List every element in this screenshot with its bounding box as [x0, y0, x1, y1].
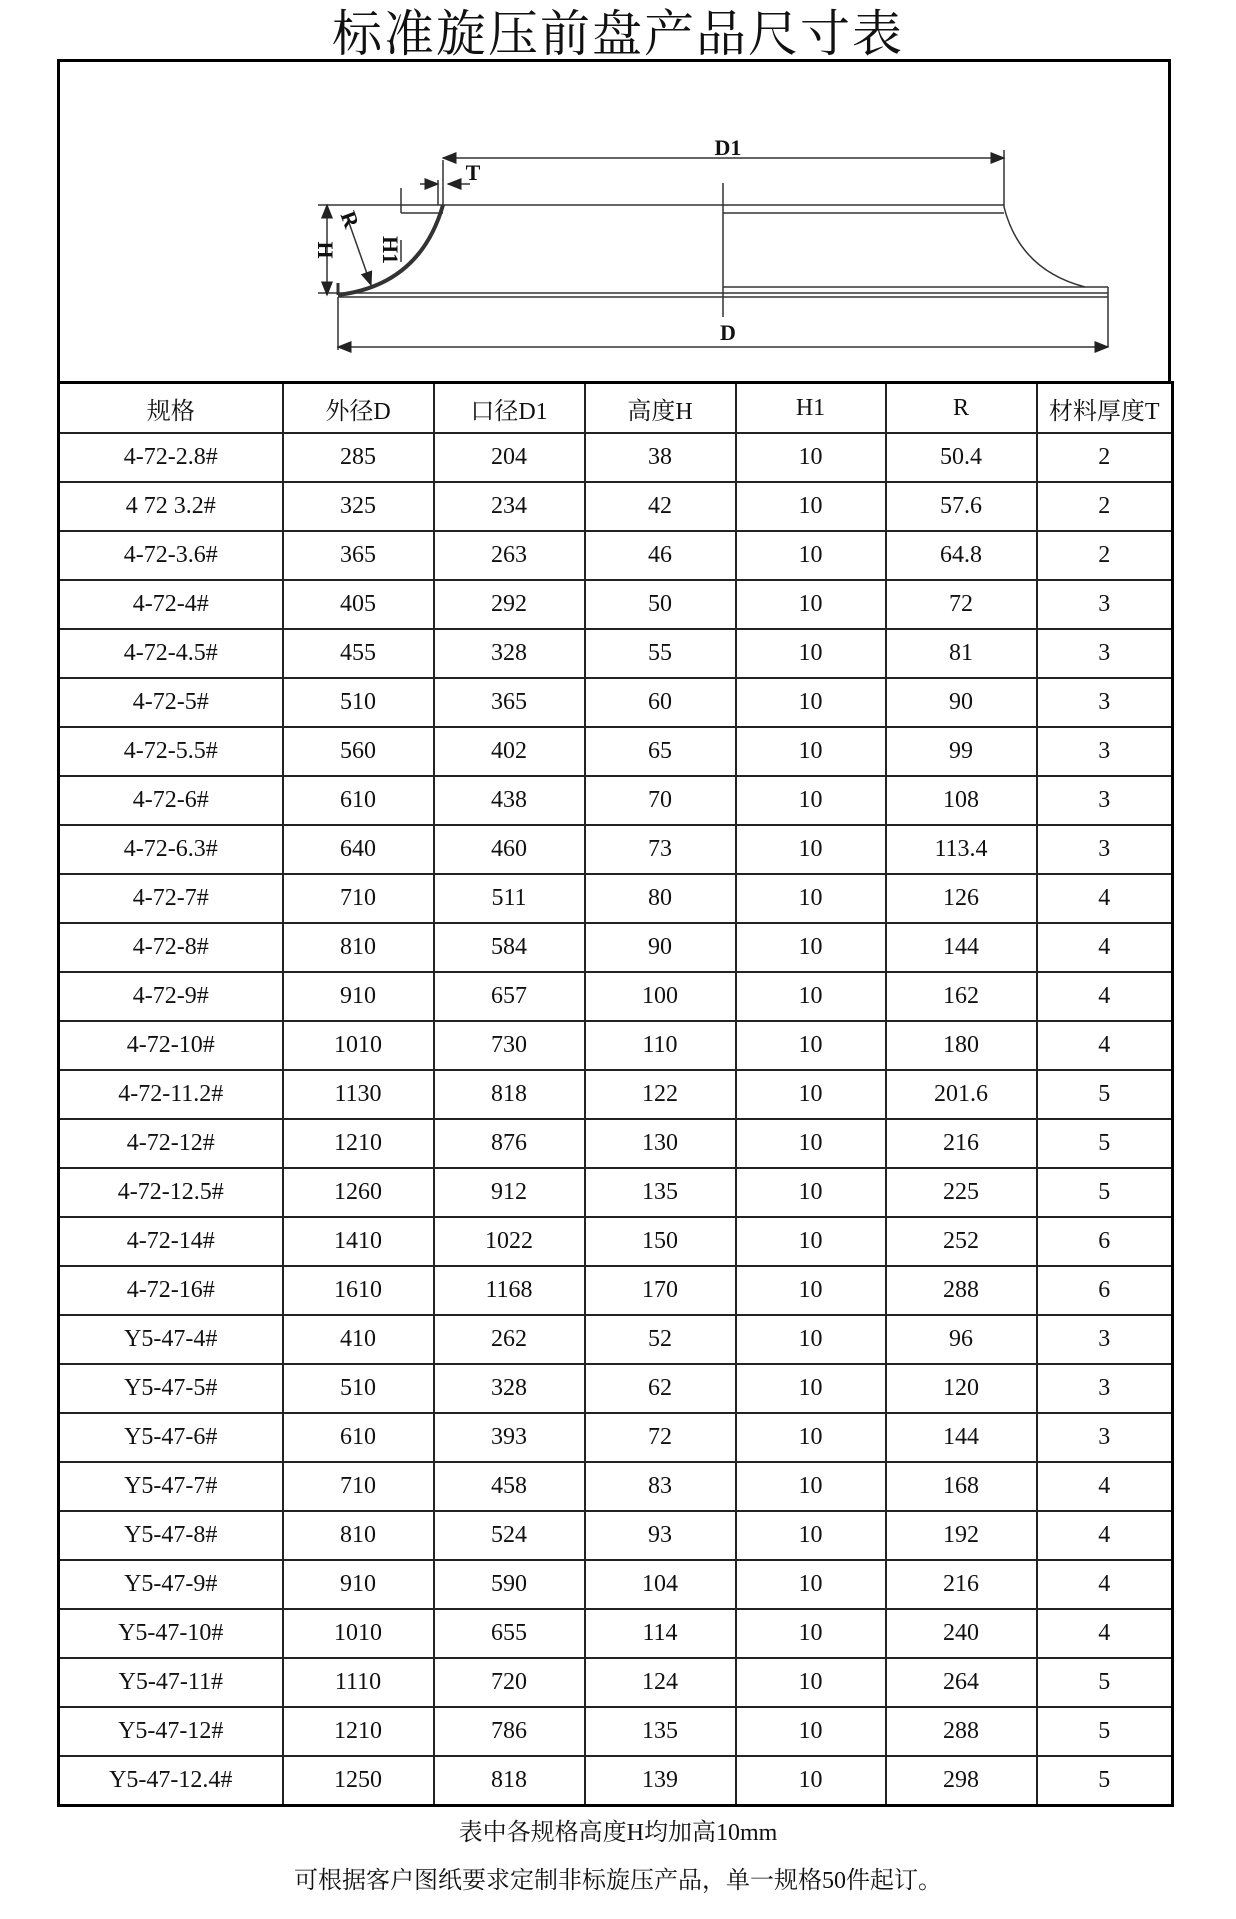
table-cell: 4-72-6.3#	[59, 825, 283, 874]
table-cell: 1010	[283, 1021, 434, 1070]
table-cell: 168	[886, 1462, 1037, 1511]
table-cell: 657	[434, 972, 585, 1021]
table-cell: 4-72-5#	[59, 678, 283, 727]
table-cell: 4-72-9#	[59, 972, 283, 1021]
table-cell: 135	[585, 1168, 736, 1217]
table-cell: 1022	[434, 1217, 585, 1266]
table-cell: 876	[434, 1119, 585, 1168]
table-cell: 110	[585, 1021, 736, 1070]
table-cell: 62	[585, 1364, 736, 1413]
table-cell: 1250	[283, 1756, 434, 1806]
table-cell: Y5-47-9#	[59, 1560, 283, 1609]
table-cell: 10	[736, 482, 886, 531]
table-cell: 4	[1037, 1462, 1173, 1511]
table-row	[59, 580, 1173, 629]
table-cell: 10	[736, 923, 886, 972]
table-cell: 328	[434, 1364, 585, 1413]
table-cell: 4-72-7#	[59, 874, 283, 923]
table-cell: 10	[736, 1217, 886, 1266]
table-cell: Y5-47-7#	[59, 1462, 283, 1511]
note-custom-order: 可根据客户图纸要求定制非标旋压产品，单一规格50件起订。	[294, 1868, 942, 1894]
table-cell: 72	[585, 1413, 736, 1462]
table-cell: 610	[283, 776, 434, 825]
table-cell: 325	[283, 482, 434, 531]
table-row	[59, 1021, 1173, 1070]
label-r: R	[335, 207, 365, 232]
table-cell: 263	[434, 531, 585, 580]
column-header: 材料厚度T	[1037, 383, 1173, 434]
table-cell: 4-72-4.5#	[59, 629, 283, 678]
table-cell: 10	[736, 1168, 886, 1217]
table-cell: 234	[434, 482, 585, 531]
table-cell: 80	[585, 874, 736, 923]
table-cell: 298	[886, 1756, 1037, 1806]
table-cell: 3	[1037, 1315, 1173, 1364]
table-cell: 640	[283, 825, 434, 874]
table-cell: 124	[585, 1658, 736, 1707]
table-row	[59, 1511, 1173, 1560]
table-cell: 10	[736, 1021, 886, 1070]
column-header: 口径D1	[434, 383, 585, 434]
table-cell: 113.4	[886, 825, 1037, 874]
table-row	[59, 629, 1173, 678]
table-cell: 1010	[283, 1609, 434, 1658]
table-cell: 5	[1037, 1070, 1173, 1119]
table-cell: 73	[585, 825, 736, 874]
table-cell: 10	[736, 1364, 886, 1413]
table-cell: Y5-47-12#	[59, 1707, 283, 1756]
table-cell: 1168	[434, 1266, 585, 1315]
table-cell: 285	[283, 433, 434, 482]
table-row	[59, 1266, 1173, 1315]
table-row	[59, 1070, 1173, 1119]
table-cell: 99	[886, 727, 1037, 776]
table-cell: 81	[886, 629, 1037, 678]
table-cell: 120	[886, 1364, 1037, 1413]
table-cell: 4-72-4#	[59, 580, 283, 629]
table-cell: 3	[1037, 1364, 1173, 1413]
table-cell: 818	[434, 1756, 585, 1806]
table-cell: Y5-47-11#	[59, 1658, 283, 1707]
table-cell: 262	[434, 1315, 585, 1364]
table-cell: 4	[1037, 1609, 1173, 1658]
table-cell: 10	[736, 874, 886, 923]
table-cell: 1410	[283, 1217, 434, 1266]
table-cell: 365	[283, 531, 434, 580]
table-cell: 5	[1037, 1707, 1173, 1756]
table-cell: 3	[1037, 678, 1173, 727]
table-cell: 10	[736, 1609, 886, 1658]
table-cell: 104	[585, 1560, 736, 1609]
table-cell: 65	[585, 727, 736, 776]
table-row	[59, 1658, 1173, 1707]
table-row	[59, 1364, 1173, 1413]
table-cell: 170	[585, 1266, 736, 1315]
table-cell: 510	[283, 678, 434, 727]
table-row	[59, 825, 1173, 874]
table-cell: 150	[585, 1217, 736, 1266]
table-cell: Y5-47-6#	[59, 1413, 283, 1462]
table-cell: 10	[736, 1315, 886, 1364]
table-row	[59, 1462, 1173, 1511]
table-cell: 252	[886, 1217, 1037, 1266]
table-cell: 4	[1037, 1511, 1173, 1560]
table-cell: 655	[434, 1609, 585, 1658]
column-header: H1	[736, 383, 886, 434]
table-cell: 365	[434, 678, 585, 727]
table-row	[59, 433, 1173, 482]
table-cell: 458	[434, 1462, 585, 1511]
table-row	[59, 1707, 1173, 1756]
table-cell: 10	[736, 629, 886, 678]
table-cell: 590	[434, 1560, 585, 1609]
table-cell: 288	[886, 1266, 1037, 1315]
table-row	[59, 923, 1173, 972]
table-cell: 4	[1037, 1560, 1173, 1609]
table-cell: 10	[736, 1070, 886, 1119]
table-cell: 810	[283, 1511, 434, 1560]
table-cell: 910	[283, 972, 434, 1021]
table-cell: 50.4	[886, 433, 1037, 482]
table-cell: 10	[736, 433, 886, 482]
table-cell: 10	[736, 1511, 886, 1560]
table-cell: 114	[585, 1609, 736, 1658]
table-cell: 4-72-6#	[59, 776, 283, 825]
page-title: 标准旋压前盘产品尺寸表	[332, 6, 904, 62]
table-cell: 72	[886, 580, 1037, 629]
table-row	[59, 678, 1173, 727]
table-cell: 108	[886, 776, 1037, 825]
table-cell: 4	[1037, 1021, 1173, 1070]
table-cell: 10	[736, 776, 886, 825]
table-cell: 139	[585, 1756, 736, 1806]
table-cell: 216	[886, 1560, 1037, 1609]
table-cell: 4-72-12#	[59, 1119, 283, 1168]
table-cell: 10	[736, 1119, 886, 1168]
table-cell: 5	[1037, 1658, 1173, 1707]
table-cell: 5	[1037, 1119, 1173, 1168]
column-header: R	[886, 383, 1037, 434]
table-cell: 455	[283, 629, 434, 678]
table-cell: 810	[283, 923, 434, 972]
table-row	[59, 1217, 1173, 1266]
table-cell: 410	[283, 1315, 434, 1364]
table-cell: 10	[736, 580, 886, 629]
table-cell: 162	[886, 972, 1037, 1021]
table-row	[59, 1756, 1173, 1806]
table-cell: 786	[434, 1707, 585, 1756]
column-header: 高度H	[585, 383, 736, 434]
table-cell: 730	[434, 1021, 585, 1070]
table-cell: Y5-47-5#	[59, 1364, 283, 1413]
table-cell: 405	[283, 580, 434, 629]
table-cell: 10	[736, 1266, 886, 1315]
table-cell: 38	[585, 433, 736, 482]
table-cell: 46	[585, 531, 736, 580]
table-cell: 180	[886, 1021, 1037, 1070]
table-cell: 2	[1037, 482, 1173, 531]
table-cell: 2	[1037, 531, 1173, 580]
table-cell: 3	[1037, 1413, 1173, 1462]
table-cell: 10	[736, 1658, 886, 1707]
table-row	[59, 482, 1173, 531]
table-header-row	[59, 383, 1173, 434]
table-cell: 96	[886, 1315, 1037, 1364]
table-cell: 1610	[283, 1266, 434, 1315]
table-cell: 1260	[283, 1168, 434, 1217]
table-cell: 52	[585, 1315, 736, 1364]
table-cell: 3	[1037, 776, 1173, 825]
table-row	[59, 1168, 1173, 1217]
table-cell: 225	[886, 1168, 1037, 1217]
table-cell: 560	[283, 727, 434, 776]
table-cell: 1130	[283, 1070, 434, 1119]
table-cell: 57.6	[886, 482, 1037, 531]
table-cell: 10	[736, 1413, 886, 1462]
table-cell: 10	[736, 1707, 886, 1756]
table-cell: 610	[283, 1413, 434, 1462]
table-cell: 584	[434, 923, 585, 972]
table-cell: 10	[736, 972, 886, 1021]
table-cell: 4	[1037, 874, 1173, 923]
table-cell: 818	[434, 1070, 585, 1119]
table-cell: 144	[886, 923, 1037, 972]
column-header: 外径D	[283, 383, 434, 434]
table-cell: 3	[1037, 825, 1173, 874]
table-cell: 4-72-11.2#	[59, 1070, 283, 1119]
table-row	[59, 1609, 1173, 1658]
table-cell: 912	[434, 1168, 585, 1217]
table-cell: 90	[886, 678, 1037, 727]
table-cell: Y5-47-8#	[59, 1511, 283, 1560]
column-header: 规格	[59, 383, 283, 434]
table-cell: 10	[736, 678, 886, 727]
table-cell: 10	[736, 825, 886, 874]
table-cell: 328	[434, 629, 585, 678]
table-cell: 288	[886, 1707, 1037, 1756]
table-cell: 460	[434, 825, 585, 874]
table-cell: 3	[1037, 727, 1173, 776]
table-row	[59, 874, 1173, 923]
label-h: H	[313, 241, 338, 259]
table-cell: Y5-47-12.4#	[59, 1756, 283, 1806]
table-cell: 510	[283, 1364, 434, 1413]
table-cell: 70	[585, 776, 736, 825]
table-cell: 144	[886, 1413, 1037, 1462]
table-cell: 3	[1037, 629, 1173, 678]
table-cell: 4-72-8#	[59, 923, 283, 972]
table-cell: 910	[283, 1560, 434, 1609]
table-cell: 264	[886, 1658, 1037, 1707]
table-row	[59, 1560, 1173, 1609]
table-cell: 3	[1037, 580, 1173, 629]
table-row	[59, 1315, 1173, 1364]
table-cell: 4	[1037, 972, 1173, 1021]
table-cell: 10	[736, 1756, 886, 1806]
table-cell: 402	[434, 727, 585, 776]
note-height: 表中各规格高度H均加高10mm	[458, 1820, 778, 1846]
spinning-disc-diagram	[0, 0, 1236, 400]
table-row	[59, 1119, 1173, 1168]
table-cell: 710	[283, 1462, 434, 1511]
table-row	[59, 1413, 1173, 1462]
table-cell: 710	[283, 874, 434, 923]
table-cell: 10	[736, 1462, 886, 1511]
table-cell: 5	[1037, 1756, 1173, 1806]
table-row	[59, 776, 1173, 825]
table-cell: 4-72-16#	[59, 1266, 283, 1315]
table-cell: 100	[585, 972, 736, 1021]
label-d1: D1	[714, 135, 742, 160]
table-cell: 511	[434, 874, 585, 923]
table-row	[59, 972, 1173, 1021]
table-cell: 10	[736, 727, 886, 776]
table-cell: 64.8	[886, 531, 1037, 580]
table-cell: 83	[585, 1462, 736, 1511]
table-cell: 240	[886, 1609, 1037, 1658]
spec-table	[57, 381, 1174, 1807]
table-cell: 4-72-10#	[59, 1021, 283, 1070]
table-cell: 4-72-14#	[59, 1217, 283, 1266]
table-cell: 42	[585, 482, 736, 531]
table-cell: 10	[736, 1560, 886, 1609]
table-cell: 201.6	[886, 1070, 1037, 1119]
table-cell: 90	[585, 923, 736, 972]
table-cell: Y5-47-4#	[59, 1315, 283, 1364]
table-row	[59, 531, 1173, 580]
table-cell: 204	[434, 433, 585, 482]
table-cell: 122	[585, 1070, 736, 1119]
table-cell: 292	[434, 580, 585, 629]
table-cell: 2	[1037, 433, 1173, 482]
table-cell: 10	[736, 531, 886, 580]
table-cell: 4	[1037, 923, 1173, 972]
table-cell: 1210	[283, 1707, 434, 1756]
table-cell: 126	[886, 874, 1037, 923]
table-cell: 4-72-2.8#	[59, 433, 283, 482]
table-cell: 50	[585, 580, 736, 629]
table-cell: 4-72-5.5#	[59, 727, 283, 776]
table-cell: 524	[434, 1511, 585, 1560]
label-h1: H1	[378, 235, 403, 265]
table-cell: 192	[886, 1511, 1037, 1560]
table-cell: 6	[1037, 1217, 1173, 1266]
table-cell: 1110	[283, 1658, 434, 1707]
table-cell: 216	[886, 1119, 1037, 1168]
table-cell: 1210	[283, 1119, 434, 1168]
table-cell: 60	[585, 678, 736, 727]
table-cell: Y5-47-10#	[59, 1609, 283, 1658]
table-cell: 4-72-3.6#	[59, 531, 283, 580]
table-cell: 720	[434, 1658, 585, 1707]
table-cell: 130	[585, 1119, 736, 1168]
table-cell: 4-72-12.5#	[59, 1168, 283, 1217]
table-cell: 55	[585, 629, 736, 678]
table-cell: 6	[1037, 1266, 1173, 1315]
table-cell: 4 72 3.2#	[59, 482, 283, 531]
table-cell: 135	[585, 1707, 736, 1756]
table-cell: 438	[434, 776, 585, 825]
table-cell: 93	[585, 1511, 736, 1560]
table-cell: 5	[1037, 1168, 1173, 1217]
label-t: T	[465, 160, 481, 185]
table-row	[59, 727, 1173, 776]
label-d: D	[720, 320, 736, 345]
table-cell: 393	[434, 1413, 585, 1462]
